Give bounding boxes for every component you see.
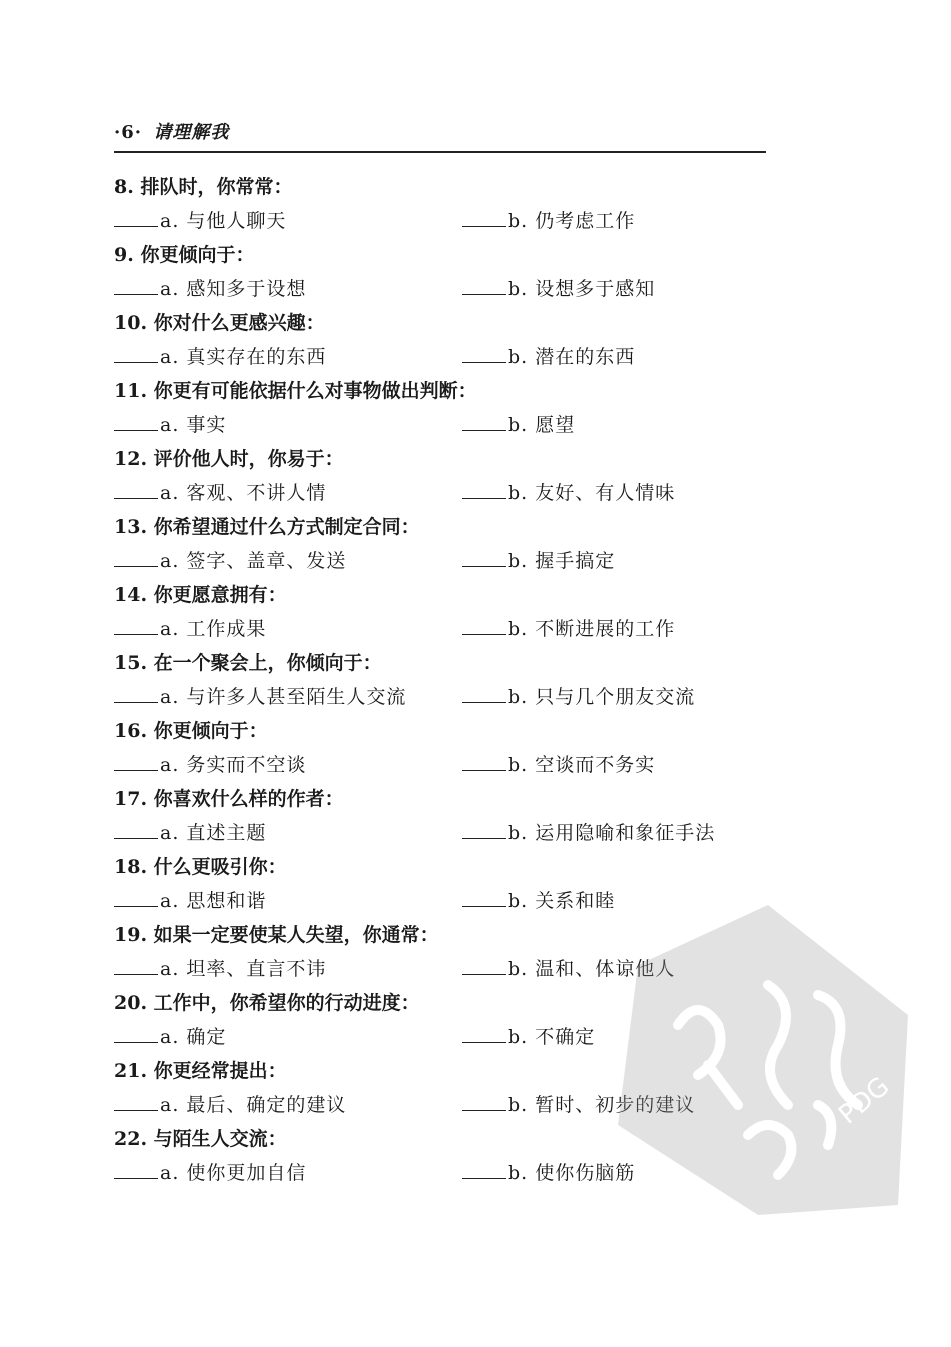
answer-blank-a[interactable] <box>114 748 158 771</box>
option-b <box>462 544 615 578</box>
library-stamp-watermark <box>618 905 918 1215</box>
answer-blank-b[interactable] <box>462 272 506 295</box>
option-a <box>114 476 326 510</box>
answer-options <box>114 748 774 782</box>
question-text: 16. 你更倾向于： <box>114 720 268 742</box>
option-a-label: a. 坦率、直言不讳 <box>160 958 327 980</box>
answer-blank-b[interactable] <box>462 204 506 227</box>
option-b <box>462 1020 595 1054</box>
question-text: 13. 你希望通过什么方式制定合同： <box>114 516 420 538</box>
option-a <box>114 204 286 238</box>
option-b-label: b. 空谈而不务实 <box>508 754 656 776</box>
option-a <box>114 612 266 646</box>
answer-options <box>114 680 774 714</box>
option-b-label: b. 不确定 <box>508 1026 596 1048</box>
answer-options <box>114 408 774 442</box>
option-a-label: a. 确定 <box>160 1026 227 1048</box>
option-b-label: b. 只与几个朋友交流 <box>508 686 696 708</box>
option-b <box>462 680 695 714</box>
option-a-label: a. 使你更加自信 <box>160 1162 307 1184</box>
option-b <box>462 204 635 238</box>
option-b <box>462 748 655 782</box>
question-text: 21. 你更经常提出： <box>114 1060 287 1082</box>
question-text: 9. 你更倾向于： <box>114 244 255 266</box>
question-text: 11. 你更有可能依据什么对事物做出判断： <box>114 380 477 402</box>
stamp-pdg-text: PDG <box>833 1071 896 1131</box>
answer-blank-b[interactable] <box>462 408 506 431</box>
option-b-label: b. 关系和睦 <box>508 890 616 912</box>
page-number: ·6· <box>114 122 143 143</box>
option-b <box>462 272 655 306</box>
question-text: 19. 如果一定要使某人失望，你通常： <box>114 924 439 946</box>
answer-blank-a[interactable] <box>114 272 158 295</box>
answer-blank-b[interactable] <box>462 340 506 363</box>
answer-blank-b[interactable] <box>462 748 506 771</box>
answer-blank-b[interactable] <box>462 680 506 703</box>
page-header <box>114 118 229 144</box>
question-text: 20. 工作中，你希望你的行动进度： <box>114 992 420 1014</box>
option-b <box>462 340 635 374</box>
option-b-label: b. 运用隐喻和象征手法 <box>508 822 716 844</box>
option-a-label: a. 工作成果 <box>160 618 267 640</box>
option-a <box>114 340 326 374</box>
answer-blank-b[interactable] <box>462 544 506 567</box>
option-a-label: a. 直述主题 <box>160 822 267 844</box>
option-b-label: b. 暂时、初步的建议 <box>508 1094 696 1116</box>
question-text: 10. 你对什么更感兴趣： <box>114 312 325 334</box>
answer-options <box>114 816 774 850</box>
option-a-label: a. 客观、不讲人情 <box>160 482 327 504</box>
option-b-label: b. 使你伤脑筋 <box>508 1162 636 1184</box>
answer-blank-b[interactable] <box>462 1020 506 1043</box>
answer-blank-a[interactable] <box>114 952 158 975</box>
answer-blank-b[interactable] <box>462 884 506 907</box>
answer-options <box>114 612 774 646</box>
option-a-label: a. 务实而不空谈 <box>160 754 307 776</box>
answer-blank-a[interactable] <box>114 1020 158 1043</box>
answer-options <box>114 340 774 374</box>
answer-blank-a[interactable] <box>114 476 158 499</box>
option-a-label: a. 签字、盖章、发送 <box>160 550 347 572</box>
option-a-label: a. 感知多于设想 <box>160 278 307 300</box>
option-a <box>114 1156 306 1190</box>
option-a-label: a. 与他人聊天 <box>160 210 287 232</box>
option-a-label: a. 事实 <box>160 414 227 436</box>
option-a <box>114 680 406 714</box>
option-b <box>462 816 715 850</box>
question-text: 22. 与陌生人交流： <box>114 1128 287 1150</box>
option-b <box>462 408 575 442</box>
answer-blank-a[interactable] <box>114 680 158 703</box>
answer-blank-a[interactable] <box>114 1156 158 1179</box>
answer-blank-b[interactable] <box>462 816 506 839</box>
option-a <box>114 1088 346 1122</box>
question-text: 12. 评价他人时，你易于： <box>114 448 344 470</box>
option-a-label: a. 最后、确定的建议 <box>160 1094 347 1116</box>
answer-blank-a[interactable] <box>114 340 158 363</box>
answer-options <box>114 204 774 238</box>
option-a <box>114 748 306 782</box>
question-text: 17. 你喜欢什么样的作者： <box>114 788 344 810</box>
answer-blank-a[interactable] <box>114 204 158 227</box>
option-a-label: a. 与许多人甚至陌生人交流 <box>160 686 407 708</box>
answer-options <box>114 272 774 306</box>
answer-options <box>114 476 774 510</box>
option-a <box>114 952 326 986</box>
option-a <box>114 884 266 918</box>
option-a <box>114 816 266 850</box>
answer-blank-a[interactable] <box>114 408 158 431</box>
option-b <box>462 612 675 646</box>
answer-blank-b[interactable] <box>462 476 506 499</box>
header-rule <box>114 151 766 153</box>
option-a <box>114 544 346 578</box>
option-b-label: b. 愿望 <box>508 414 576 436</box>
answer-blank-b[interactable] <box>462 1088 506 1111</box>
option-b <box>462 476 675 510</box>
question-text: 15. 在一个聚会上，你倾向于： <box>114 652 382 674</box>
option-a <box>114 408 226 442</box>
option-b-label: b. 潜在的东西 <box>508 346 636 368</box>
option-b-label: b. 仍考虑工作 <box>508 210 636 232</box>
option-b-label: b. 友好、有人情味 <box>508 482 676 504</box>
answer-blank-b[interactable] <box>462 952 506 975</box>
answer-blank-a[interactable] <box>114 1088 158 1111</box>
option-b <box>462 1156 635 1190</box>
question-text: 8. 排队时，你常常： <box>114 176 293 198</box>
question-text: 18. 什么更吸引你： <box>114 856 287 878</box>
answer-options <box>114 544 774 578</box>
answer-blank-a[interactable] <box>114 884 158 907</box>
running-title: 请理解我 <box>153 122 230 143</box>
option-a <box>114 272 306 306</box>
question-text: 14. 你更愿意拥有： <box>114 584 287 606</box>
option-a-label: a. 真实存在的东西 <box>160 346 327 368</box>
option-b-label: b. 不断进展的工作 <box>508 618 676 640</box>
answer-blank-a[interactable] <box>114 612 158 635</box>
option-b-label: b. 握手搞定 <box>508 550 616 572</box>
option-b-label: b. 设想多于感知 <box>508 278 656 300</box>
answer-blank-a[interactable] <box>114 816 158 839</box>
option-a-label: a. 思想和谐 <box>160 890 267 912</box>
option-b-label: b. 温和、体谅他人 <box>508 958 676 980</box>
answer-blank-b[interactable] <box>462 1156 506 1179</box>
option-b <box>462 884 615 918</box>
answer-blank-b[interactable] <box>462 612 506 635</box>
answer-blank-a[interactable] <box>114 544 158 567</box>
option-a <box>114 1020 226 1054</box>
